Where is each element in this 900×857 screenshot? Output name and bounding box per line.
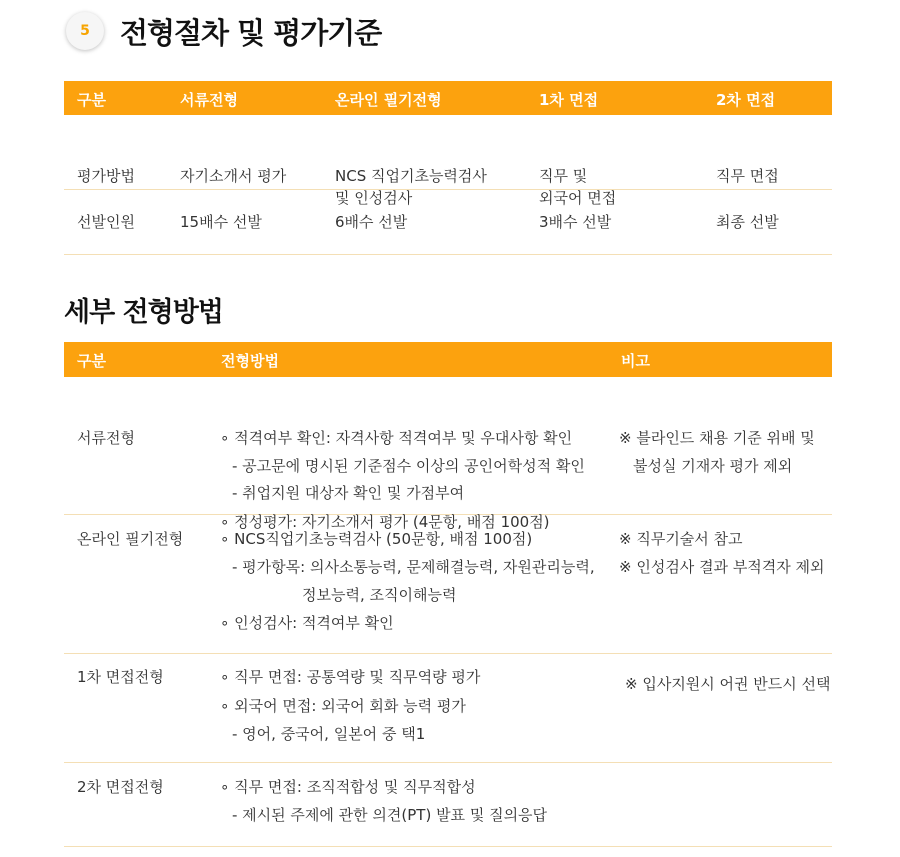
table-row: [64, 654, 832, 763]
header-second-interview: 2차 면접: [716, 91, 776, 109]
method-line: ∘ 직무 면접: 조직적합성 및 직무적합성: [220, 778, 476, 796]
table-cell: [180, 165, 286, 187]
method-line: - 평가항목: 의사소통능력, 문제해결능력, 자원관리능력,: [232, 558, 595, 576]
header-document-screening: 서류전형: [180, 91, 238, 109]
remark-line: ※ 인성검사 결과 부적격자 제외: [619, 558, 825, 576]
header-online-written-test: 온라인 필기전형: [335, 91, 442, 109]
cell-line: 직무 및: [539, 167, 588, 185]
row-label: 2차 면접전형: [77, 778, 164, 796]
method-line: ∘ 직무 면접: 공통역량 및 직무역량 평가: [220, 668, 481, 686]
method-line: - 공고문에 명시된 기준점수 이상의 공인어학성적 확인: [232, 457, 585, 475]
method-line: - 취업지원 대상자 확인 및 가점부여: [232, 484, 465, 502]
row-label: 평가방법: [77, 167, 135, 185]
header-category: 구분: [77, 91, 106, 109]
table-header: [64, 342, 832, 377]
row-label: 서류전형: [77, 429, 135, 447]
row-label: 온라인 필기전형: [77, 530, 184, 548]
method-line: - 제시된 주제에 관한 의견(PT) 발표 및 질의응답: [232, 806, 548, 824]
header-category: 구분: [77, 352, 106, 370]
cell-line: 직무 면접: [716, 167, 779, 185]
detail-method-table: [64, 342, 832, 847]
remark-line: 불성실 기재자 평가 제외: [633, 457, 793, 475]
cell-line: NCS 직업기초능력검사: [335, 167, 487, 185]
method-line: ∘ 적격여부 확인: 자격사항 적격여부 및 우대사항 확인: [220, 429, 573, 447]
table-row: [64, 190, 832, 255]
row-label: 1차 면접전형: [77, 668, 164, 686]
remark-line: ※ 블라인드 채용 기준 위배 및: [619, 429, 815, 447]
header-method: 전형방법: [221, 352, 279, 370]
header-first-interview: 1차 면접: [539, 91, 599, 109]
table-cell: 15배수 선발: [180, 213, 262, 231]
table-cell: 최종 선발: [716, 213, 779, 231]
method-line: 정보능력, 조직이해능력: [302, 586, 457, 604]
cell-line: 및 인성검사: [335, 189, 413, 207]
section-number-badge: 5: [66, 12, 104, 50]
selection-process-table: [64, 81, 832, 255]
method-line: ∘ 인성검사: 적격여부 확인: [220, 614, 394, 632]
remark-line: ※ 직무기술서 참고: [619, 530, 743, 548]
method-line: ∘ 외국어 면접: 외국어 회화 능력 평가: [220, 697, 466, 715]
row-label: 선발인원: [77, 213, 135, 231]
remark-line: ※ 입사지원시 어권 반드시 선택: [625, 675, 831, 693]
method-line: ∘ NCS직업기초능력검사 (50문항, 배점 100점): [220, 530, 533, 548]
table-row: [64, 515, 832, 654]
table-cell: [716, 165, 779, 187]
method-line: ∘ 정성평가: 자기소개서 평가 (4문항, 배점 100점): [220, 513, 550, 531]
cell-line: 외국어 면접: [539, 189, 617, 207]
table-row: [64, 115, 832, 207]
table-header: [64, 81, 832, 115]
method-line: - 영어, 중국어, 일본어 중 택1: [232, 725, 426, 743]
table-row: [64, 377, 832, 531]
table-cell: 6배수 선발: [335, 213, 408, 231]
header-remarks: 비고: [621, 352, 650, 370]
section-title: 전형절차 및 평가기준: [120, 15, 382, 50]
section-heading: [66, 6, 381, 56]
table-row: [64, 763, 832, 847]
table-cell: 3배수 선발: [539, 213, 612, 231]
cell-line: 자기소개서 평가: [180, 167, 287, 185]
detail-section-title: 세부 전형방법: [64, 297, 223, 328]
